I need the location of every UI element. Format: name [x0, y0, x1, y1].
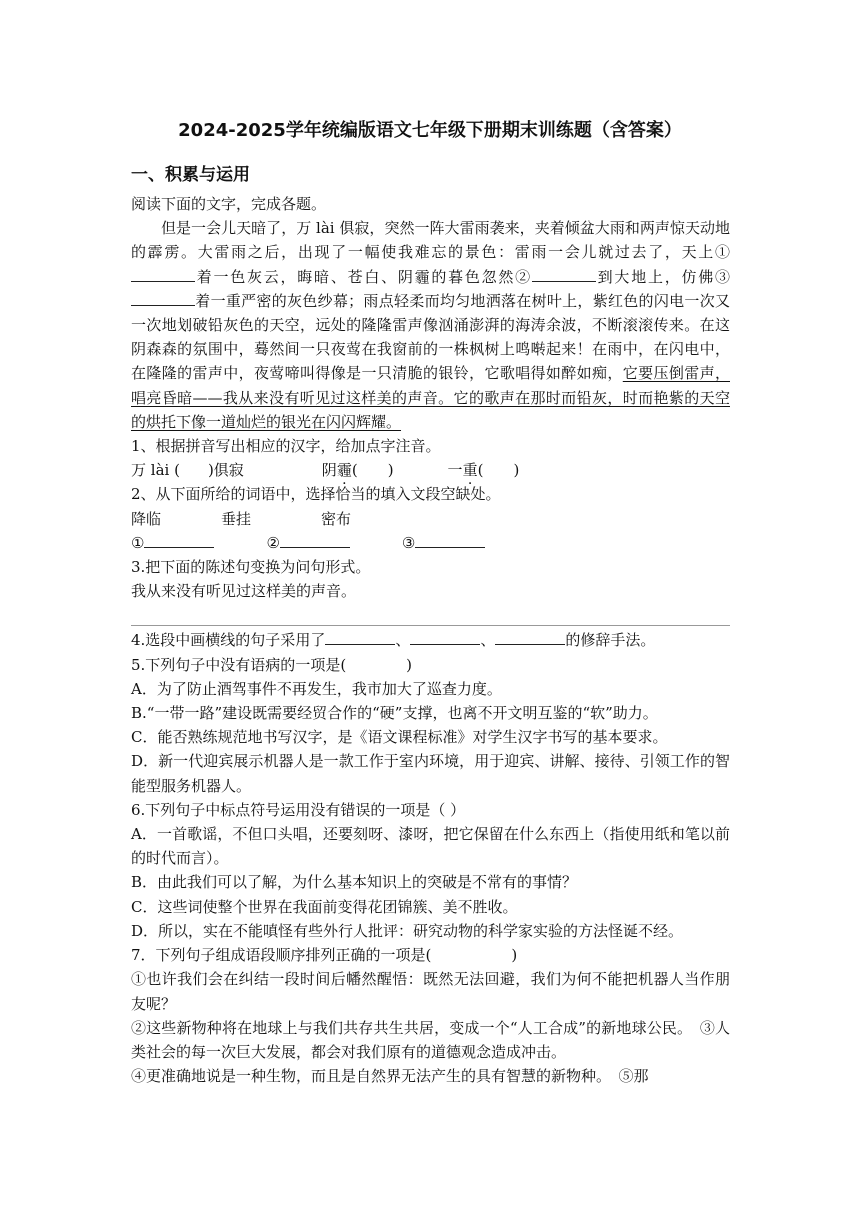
reading-intro: 阅读下面的文字，完成各题。	[131, 195, 327, 213]
question-4: 4.选段中画横线的句子采用了 、 、 的修辞手法。	[131, 628, 730, 652]
dotted-char-mai: 霾 ·	[337, 458, 352, 482]
word-options: 降临 垂挂 密布	[131, 509, 352, 528]
rhetoric-blank-1[interactable]	[325, 628, 395, 645]
q7-sentence-2-3: ②这些新物种将在地球上与我们共存共生共居，变成一个“人工合成”的新地球公民。 ③人类社会的每一次巨大发展，都会对我们原有的道德观念造成冲击。	[131, 1018, 730, 1061]
answer-blank-2[interactable]	[280, 531, 350, 548]
q5-option-c: C．能否熟练规范地书写汉字，是《语文课程标准》对学生汉字书写的基本要求。	[131, 728, 668, 747]
q6-option-d: D．所以，实在不能嗔怪有些外行人批评：研究动物的科学家实验的方法怪诞不经。	[131, 921, 684, 940]
rhetoric-blank-3[interactable]	[495, 628, 565, 645]
q5-option-b: B.“一带一路”建设既需要经贸合作的“硬”支撑，也离不开文明互鉴的“软”助力。	[131, 704, 658, 723]
question-3: 3.把下面的陈述句变换为问句形式。	[131, 558, 371, 577]
q6-option-a: A．一首歌谣，不但口头唱，还要刻呀、漆呀，把它保留在什么东西上（指使用纸和笔以前的时代而言）。	[131, 825, 730, 868]
blank-2[interactable]	[532, 265, 596, 282]
question-1: 1、根据拼音写出相应的汉字，给加点字注音。	[131, 437, 441, 456]
question-1-items: 万 lài ( )俱寂 阴 霾 · ( ) 一 重 · ( )	[131, 458, 730, 482]
underlined-sentence: 它要压倒雷声，唱亮昏暗——我从来没有听见过这样美的声音。它的歌声在那时而铅灰，时而艳紫的天空的烘托下像一道灿烂的银光在闪闪辉耀。	[131, 364, 730, 431]
question-7-stem: 7．下列句子组成语段顺序排列正确的一项是( )	[131, 946, 518, 965]
q6-option-b: B．由此我们可以了解，为什么基本知识上的突破是不常有的事情？	[131, 873, 578, 892]
answer-blank-3[interactable]	[415, 531, 485, 548]
q6-option-c: C．这些词使整个世界在我面前变得花团锦簇、美不胜收。	[131, 897, 518, 916]
q5-option-d: D．新一代迎宾展示机器人是一款工作于室内环境，用于迎宾、讲解、接待、引领工作的智能型服务机器人。	[131, 752, 730, 795]
q7-sentence-1: ①也许我们会在纠结一段时间后幡然醒悟：既然无法回避，我们为何不能把机器人当作朋友呢？	[131, 970, 730, 1013]
question-6-stem: 6.下列句子中标点符号运用没有错误的一项是（ ）	[131, 800, 466, 819]
section-heading: 一、积累与运用	[131, 165, 250, 185]
question-2: 2、从下面所给的词语中，选择恰当的填入文段空缺处。	[131, 485, 501, 504]
reading-passage: 但是一会儿天暗了，万 lài 俱寂，突然一阵大雷雨袭来，夹着倾盆大雨和两声惊天动地的霹雳。大雷雨之后，出现了一幅使我难忘的景色：雷雨一会儿就过去了，天上①着一色灰云，晦暗、苍白、阴霾的暮色忽然② 到大地上，仿佛③着一重严密的灰色纱幕；雨点轻柔而均匀地洒落在树叶上，紫红色的闪电一次又一次地划破铅灰色的天空，远处的隆隆雷声像汹涌澎湃的海涛余波，不断滚滚传来。在这阴森森的氛围中，蓦然间一只夜莺在我窗前的一株枫树上鸣啭起来！在雨中，在闪电中，在隆隆的雷声中，夜莺啼叫得像是一只清脆的银铃，它歌唱得如醉如痴，它要压倒雷声，唱亮昏暗——我从来没有听见过这样美的声音。它的歌声在那时而铅灰，时而艳紫的天空的烘托下像一道灿烂的银光在闪闪辉耀。	[131, 219, 730, 431]
dotted-char-zhong: 重 ·	[463, 458, 478, 482]
document-title: 2024-2025学年统编版语文七年级下册期末训练题（含答案）	[178, 120, 682, 141]
question-5-stem: 5.下列句子中没有语病的一项是( )	[131, 655, 413, 674]
q5-option-a: A．为了防止酒驾事件不再发生，我市加大了巡查力度。	[131, 679, 502, 698]
question-3-sentence: 我从来没有听见过这样美的声音。	[131, 582, 357, 601]
answer-blanks: ① ② ③	[131, 531, 730, 555]
document-body	[131, 192, 730, 1088]
answer-blank-1[interactable]	[144, 531, 214, 548]
blank-1[interactable]	[131, 265, 195, 282]
answer-line[interactable]	[131, 603, 730, 626]
q7-sentence-4-5: ④更准确地说是一种生物，而且是自然界无法产生的具有智慧的新物种。 ⑤那	[131, 1067, 649, 1086]
blank-3[interactable]	[131, 289, 195, 306]
rhetoric-blank-2[interactable]	[410, 628, 480, 645]
